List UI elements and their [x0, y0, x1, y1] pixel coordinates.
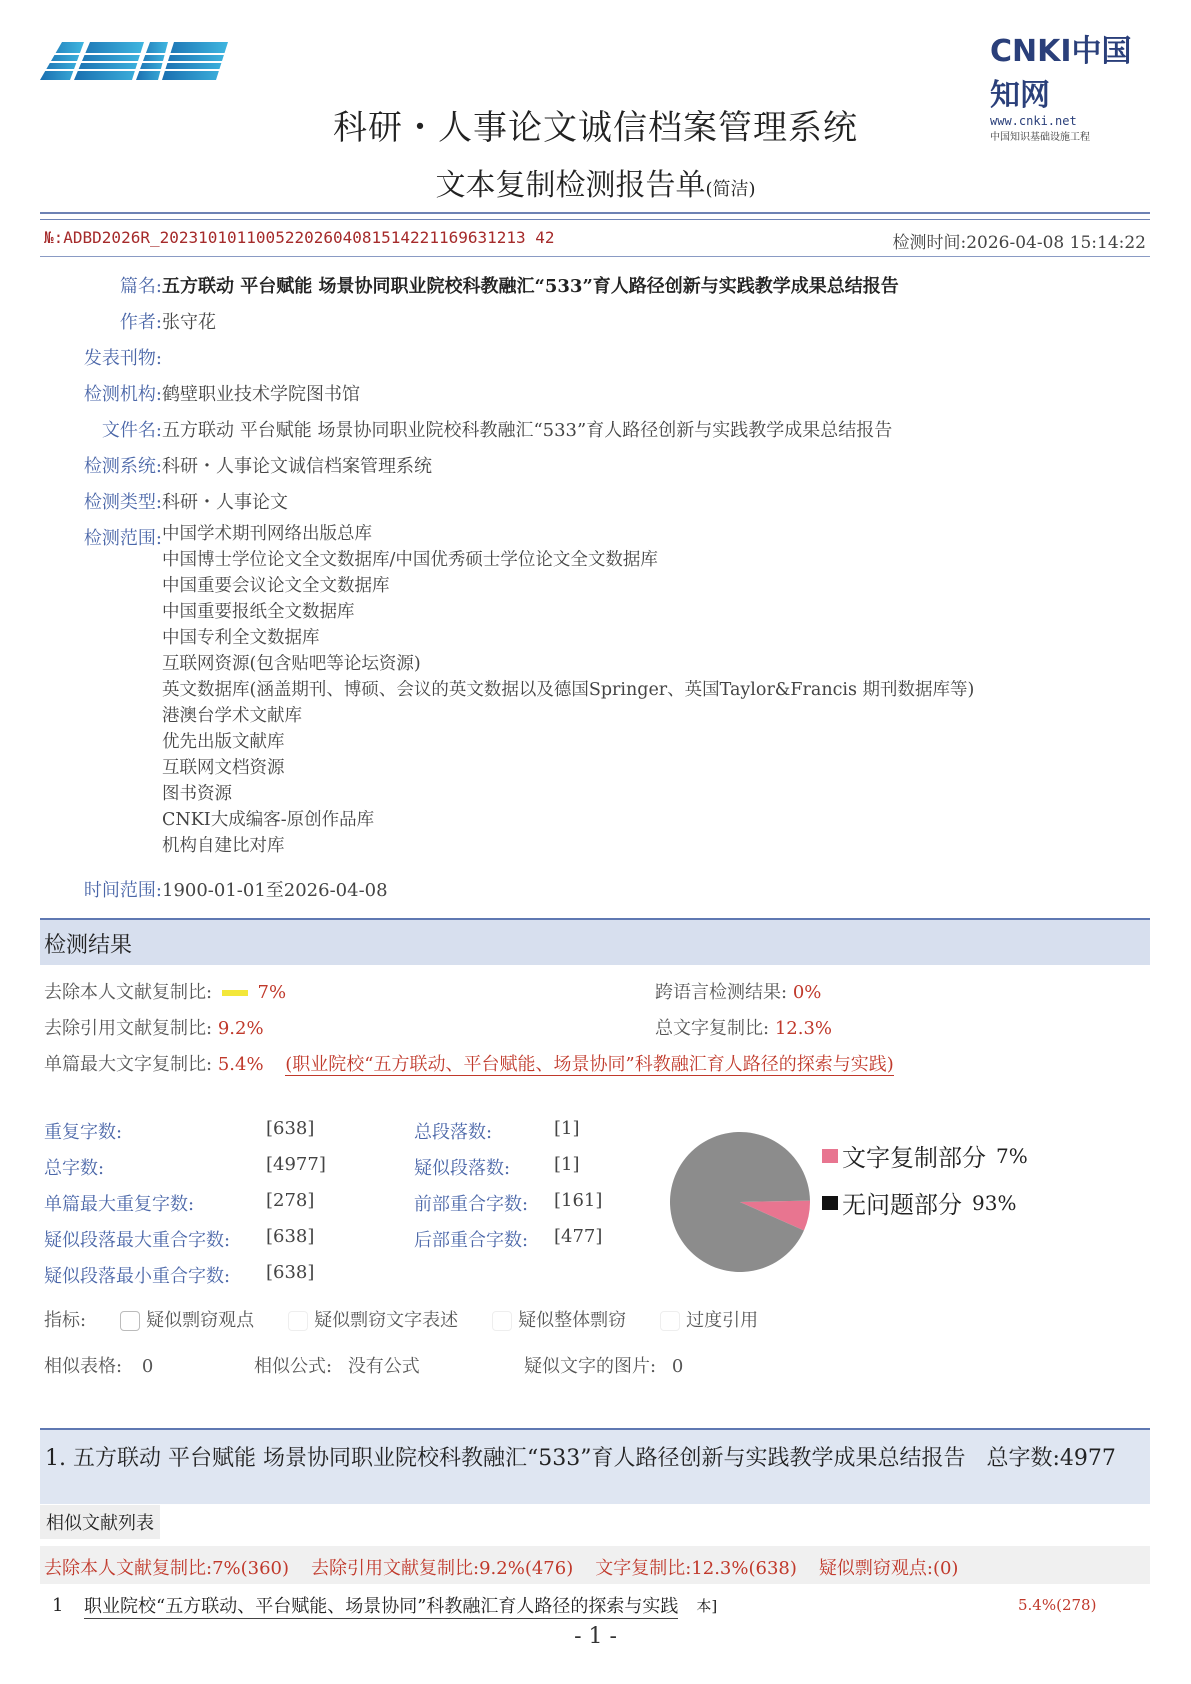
info-org-row	[40, 380, 1140, 406]
stat-value: [477]	[554, 1226, 603, 1247]
similar-doc-row[interactable]	[52, 1592, 717, 1619]
info-file-value: 五方联动 平台赋能 场景协同职业院校科教融汇“533”育人路径创新与实践教学成果总结报告	[162, 420, 893, 441]
stat-row	[44, 1154, 344, 1190]
stat-row	[44, 1190, 344, 1226]
stat-row	[44, 1118, 344, 1154]
info-title-value: 五方联动 平台赋能 场景协同职业院校科教融汇“533”育人路径创新与实践教学成果总结报告	[162, 276, 899, 297]
indicator-text: 疑似剽窃文字表述	[314, 1310, 459, 1331]
indicator-text: 疑似剽窃观点	[146, 1310, 255, 1331]
legend-swatch	[822, 1149, 838, 1163]
report-divider	[40, 256, 1150, 257]
info-journal-value	[162, 344, 1140, 370]
similar-table-value: 0	[141, 1356, 154, 1377]
doc-metric: 疑似剽窃观点:(0)	[818, 1558, 959, 1579]
stat-row	[44, 1262, 344, 1298]
similar-doc-link[interactable]: 职业院校“五方联动、平台赋能、场景协同”科教融汇育人路径的探索与实践	[84, 1592, 678, 1619]
indicator-text: 疑似整体剽窃	[518, 1310, 627, 1331]
similar-docs-tab[interactable]: 相似文献列表	[40, 1505, 160, 1539]
legend-item	[822, 1185, 1028, 1220]
cnki-subtitle: 中国知识基础设施工程	[990, 132, 1090, 143]
info-label: 检测类型:	[83, 492, 162, 513]
doc-metric: 去除引用文献复制比:9.2%(476)	[311, 1558, 574, 1579]
info-org-value: 鹤壁职业技术学院图书馆	[162, 384, 360, 405]
system-title: 科研・人事论文诚信档案管理系统	[333, 108, 858, 148]
header-divider	[40, 212, 1150, 220]
results-section-header	[40, 918, 1150, 965]
stat-label: 总段落数:	[414, 1122, 493, 1143]
similar-doc-score: 5.4%(278)	[1018, 1596, 1097, 1614]
document-heading	[45, 1446, 1145, 1472]
stat-value: [1]	[554, 1118, 580, 1139]
doc-metric: 文字复制比:12.3%(638)	[595, 1558, 797, 1579]
row-suffix: 本]	[696, 1597, 718, 1615]
stat-label: 总字数:	[44, 1158, 105, 1179]
scope-item: 互联网资源(包含贴吧等论坛资源)	[162, 654, 421, 674]
cite-excl-ratio	[44, 1014, 264, 1040]
stat-value: [278]	[266, 1190, 315, 1211]
report-title-text: 文本复制检测报告单	[435, 168, 706, 203]
indicator-item[interactable]	[120, 1306, 254, 1332]
similar-formula-count	[254, 1352, 420, 1378]
doc-metrics	[44, 1554, 958, 1580]
scope-item: 中国重要报纸全文数据库	[162, 602, 355, 622]
info-label: 篇名:	[119, 276, 162, 297]
info-system-value: 科研・人事论文诚信档案管理系统	[162, 456, 432, 477]
max-single-label: 单篇最大文字复制比:	[44, 1054, 213, 1075]
info-label: 作者:	[119, 312, 162, 333]
document-total-chars: 总字数:4977	[986, 1446, 1116, 1471]
stat-row	[414, 1190, 654, 1226]
max-single-source-link[interactable]: (职业院校“五方联动、平台赋能、场景协同”科教融汇育人路径的探索与实践)	[285, 1054, 894, 1075]
stat-row	[414, 1226, 654, 1262]
checkbox-icon[interactable]	[492, 1311, 512, 1331]
similar-image-value: 0	[671, 1356, 684, 1377]
scope-item: 优先出版文献库	[162, 732, 285, 752]
stats-left	[44, 1118, 344, 1298]
info-title-row	[40, 272, 1140, 298]
similar-table-count	[44, 1352, 153, 1378]
cite-excl-label: 去除引用文献复制比:	[44, 1018, 213, 1039]
max-single-value: 5.4%	[217, 1054, 264, 1075]
scope-item: 中国专利全文数据库	[162, 628, 320, 648]
similarity-pie-chart	[660, 1122, 820, 1282]
legend-swatch	[822, 1196, 838, 1210]
scope-list	[162, 521, 974, 859]
pie-legend	[822, 1138, 1028, 1220]
info-label: 文件名:	[101, 420, 162, 441]
info-label: 检测范围:	[83, 528, 162, 549]
cite-excl-value: 9.2%	[217, 1018, 264, 1039]
scope-item: 英文数据库(涵盖期刊、博硕、会议的英文数据以及德国Springer、英国Taylor&Francis 期刊数据库等)	[162, 680, 975, 700]
similar-formula-label: 相似公式:	[254, 1356, 333, 1377]
cross-lang-result	[655, 978, 821, 1004]
legend-percent: 93%	[972, 1190, 1017, 1215]
indicator-item[interactable]	[288, 1306, 458, 1332]
info-file-row	[40, 416, 1140, 442]
similar-image-count	[524, 1352, 683, 1378]
results-section-title: 检测结果	[44, 933, 133, 958]
scope-item: 中国重要会议论文全文数据库	[162, 576, 390, 596]
doc-metrics-bar	[40, 1546, 1150, 1584]
check-time: 检测时间:2026-04-08 15:14:22	[892, 233, 1146, 253]
total-ratio	[655, 1014, 832, 1040]
self-excl-value: 7%	[257, 982, 287, 1003]
stat-value: [1]	[554, 1154, 580, 1175]
indicator-item[interactable]	[660, 1306, 758, 1332]
info-label: 检测机构:	[83, 384, 162, 405]
scope-item: 互联网文档资源	[162, 758, 285, 778]
stat-value: [161]	[554, 1190, 603, 1211]
stats-right	[414, 1118, 654, 1262]
row-index: 1	[52, 1595, 64, 1616]
indicator-item[interactable]	[492, 1306, 626, 1332]
info-journal-row	[40, 344, 1140, 370]
checkbox-icon[interactable]	[120, 1311, 140, 1331]
checkbox-icon[interactable]	[660, 1311, 680, 1331]
similar-table-label: 相似表格:	[44, 1356, 123, 1377]
stat-label: 疑似段落最小重合字数:	[44, 1266, 231, 1287]
stat-value: [4977]	[266, 1154, 326, 1175]
info-author-row	[40, 308, 1140, 334]
cross-lang-value: 0%	[792, 982, 822, 1003]
stat-label: 后部重合字数:	[414, 1230, 529, 1251]
amlc-logo	[40, 36, 230, 82]
legend-label: 无问题部分	[842, 1191, 962, 1219]
stat-label: 疑似段落数:	[414, 1158, 511, 1179]
self-excl-ratio	[44, 978, 286, 1004]
stat-row	[414, 1118, 654, 1154]
stat-value: [638]	[266, 1262, 315, 1283]
cnki-logo	[990, 26, 1155, 143]
stat-row	[414, 1154, 654, 1190]
legend-item	[822, 1138, 1028, 1173]
indicator-text: 过度引用	[686, 1310, 759, 1331]
info-author-value: 张守花	[162, 312, 216, 333]
report-title	[0, 160, 1191, 204]
scope-item: 图书资源	[162, 784, 232, 804]
stat-label: 前部重合字数:	[414, 1194, 529, 1215]
ratio-highlight-bar	[222, 990, 248, 996]
stat-label: 疑似段落最大重合字数:	[44, 1230, 231, 1251]
stat-value: [638]	[266, 1226, 315, 1247]
page-number: - 1 -	[574, 1624, 617, 1649]
info-label: 发表刊物:	[83, 348, 162, 369]
scope-item: 港澳台学术文献库	[162, 706, 302, 726]
cross-lang-label: 跨语言检测结果:	[655, 982, 788, 1003]
indicators-label: 指标:	[44, 1310, 87, 1331]
self-excl-label: 去除本人文献复制比:	[44, 982, 213, 1003]
document-title: 1. 五方联动 平台赋能 场景协同职业院校科教融汇“533”育人路径创新与实践教学成果总结报告	[45, 1446, 966, 1471]
info-time-row	[40, 876, 1140, 902]
similar-image-label: 疑似文字的图片:	[524, 1356, 657, 1377]
info-type-row	[40, 488, 1140, 514]
info-type-value: 科研・人事论文	[162, 492, 288, 513]
max-single-ratio	[44, 1050, 894, 1076]
total-ratio-label: 总文字复制比:	[655, 1018, 770, 1039]
total-ratio-value: 12.3%	[774, 1018, 832, 1039]
indicators-row	[44, 1306, 758, 1332]
info-system-row	[40, 452, 1140, 478]
report-number: №:ADBD2026R_20231010110052202604081514221169631213 42	[44, 228, 555, 247]
info-label: 检测系统:	[83, 456, 162, 477]
stat-row	[44, 1226, 344, 1262]
stat-label: 重复字数:	[44, 1122, 123, 1143]
stat-value: [638]	[266, 1118, 315, 1139]
scope-item: 中国学术期刊网络出版总库	[162, 524, 372, 544]
info-label: 时间范围:	[83, 880, 162, 901]
checkbox-icon[interactable]	[288, 1311, 308, 1331]
cnki-url: www.cnki.net	[990, 114, 1077, 128]
similar-formula-value: 没有公式	[347, 1356, 420, 1377]
scope-item: 中国博士学位论文全文数据库/中国优秀硕士学位论文全文数据库	[162, 550, 658, 570]
cnki-mark: CNKI中国知网	[990, 34, 1132, 113]
scope-item: CNKI大成编客-原创作品库	[162, 810, 375, 830]
document-header	[40, 1428, 1150, 1504]
scope-item: 机构自建比对库	[162, 836, 285, 856]
legend-percent: 7%	[996, 1143, 1028, 1168]
legend-label: 文字复制部分	[842, 1144, 986, 1172]
stat-label: 单篇最大重复字数:	[44, 1194, 195, 1215]
report-title-small: (简洁)	[705, 179, 756, 200]
doc-metric: 去除本人文献复制比:7%(360)	[44, 1558, 290, 1579]
info-time-value: 1900-01-01至2026-04-08	[162, 880, 388, 901]
